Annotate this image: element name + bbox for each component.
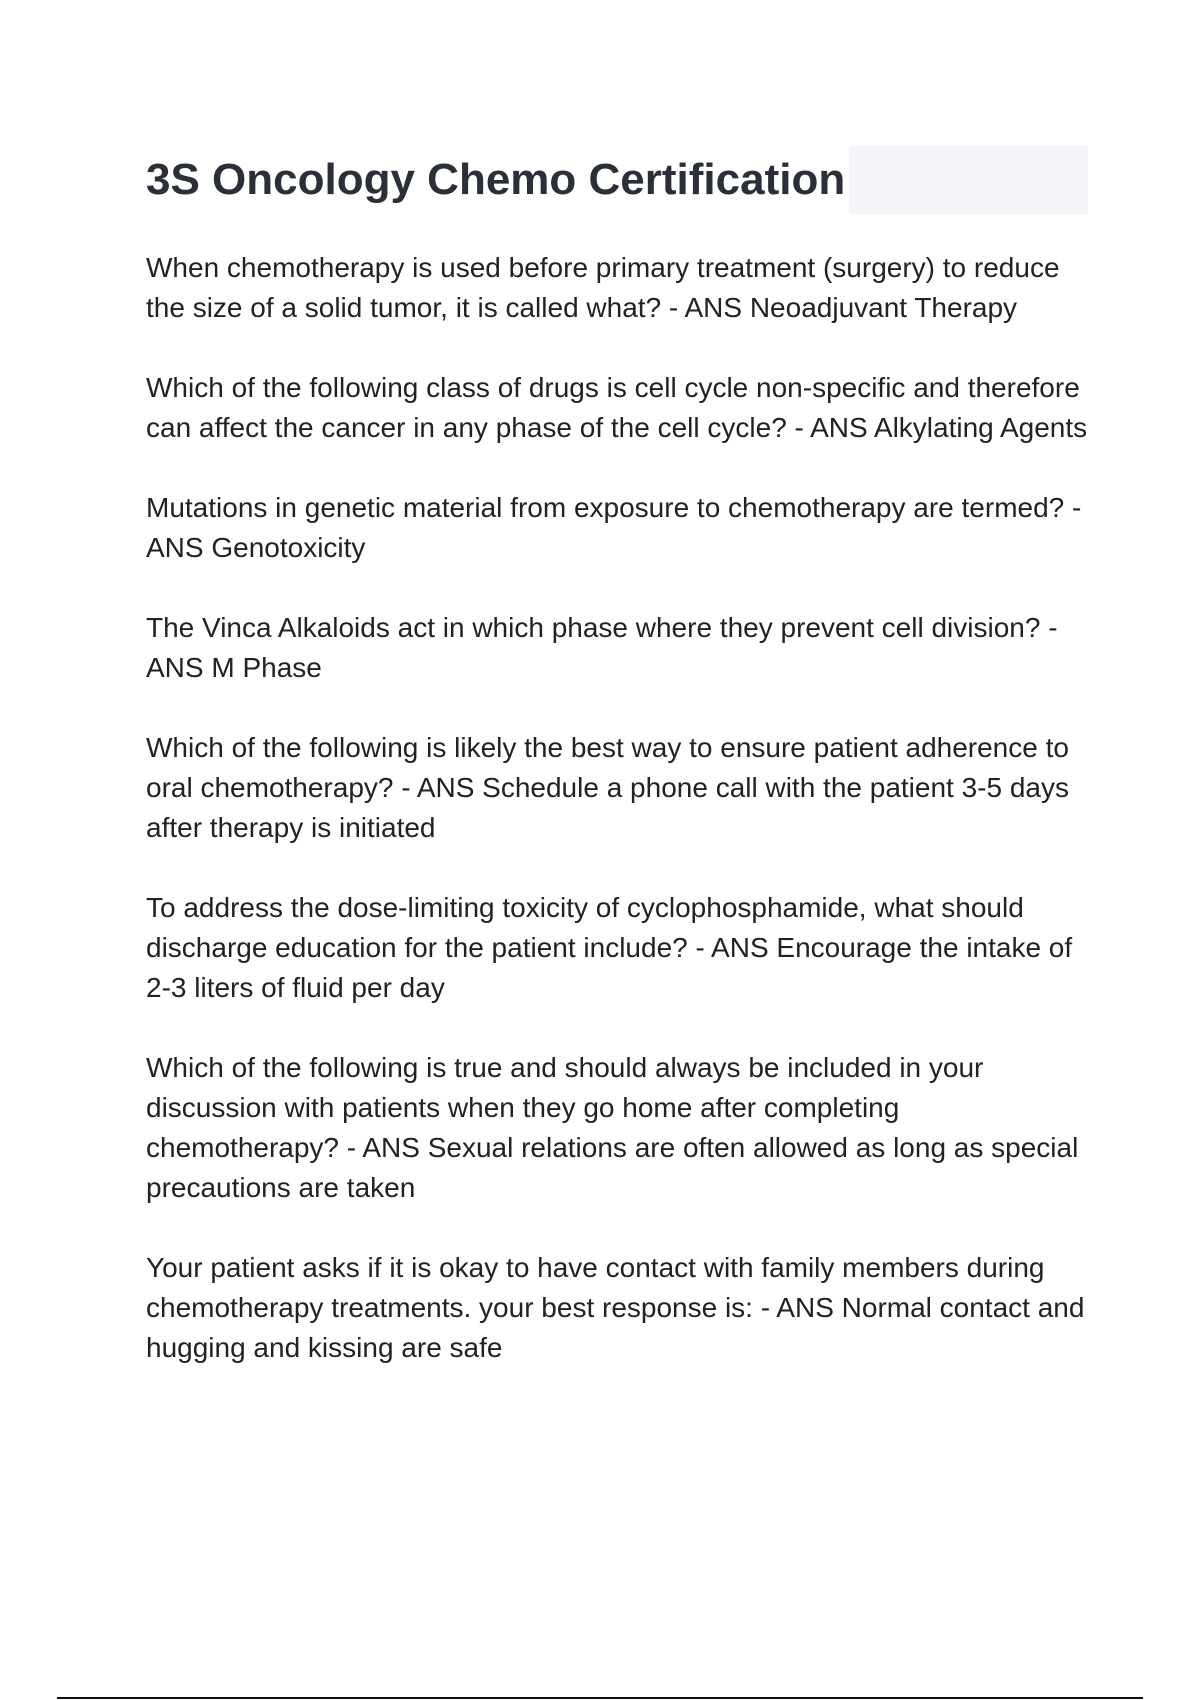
qa-item: The Vinca Alkaloids act in which phase where they prevent cell division? - ANS M Phase: [146, 612, 1058, 683]
qa-item: Which of the following class of drugs is cell cycle non-specific and therefore can affect the cancer in any phase of the cell cycle? - ANS Alkylating Agents: [146, 372, 1088, 443]
qa-item: Which of the following is true and should always be included in your discussion with patients when they go home after completing chemotherapy? - ANS Sexual relations are often allowed as long as special precautions are taken: [146, 1052, 1079, 1203]
qa-item: Your patient asks if it is okay to have contact with family members during chemotherapy treatments. your best response is: - ANS Normal contact and hugging and kissing are safe: [146, 1252, 1085, 1363]
qa-list: [146, 248, 1096, 1408]
qa-item: When chemotherapy is used before primary treatment (surgery) to reduce the size of a solid tumor, it is called what? - ANS Neoadjuvant Therapy: [146, 252, 1060, 323]
footer-divider: [57, 1697, 1143, 1699]
qa-item: Which of the following is likely the best way to ensure patient adherence to oral chemotherapy? - ANS Schedule a phone call with the patient 3-5 days after therapy is initiated: [146, 732, 1070, 843]
qa-item: Mutations in genetic material from exposure to chemotherapy are termed? - ANS Genotoxicity: [146, 492, 1082, 563]
qa-item: To address the dose-limiting toxicity of cyclophosphamide, what should discharge education for the patient include? - ANS Encourage the intake of 2-3 liters of fluid per day: [146, 892, 1073, 1003]
page-title: 3S Oncology Chemo Certification: [146, 146, 849, 214]
